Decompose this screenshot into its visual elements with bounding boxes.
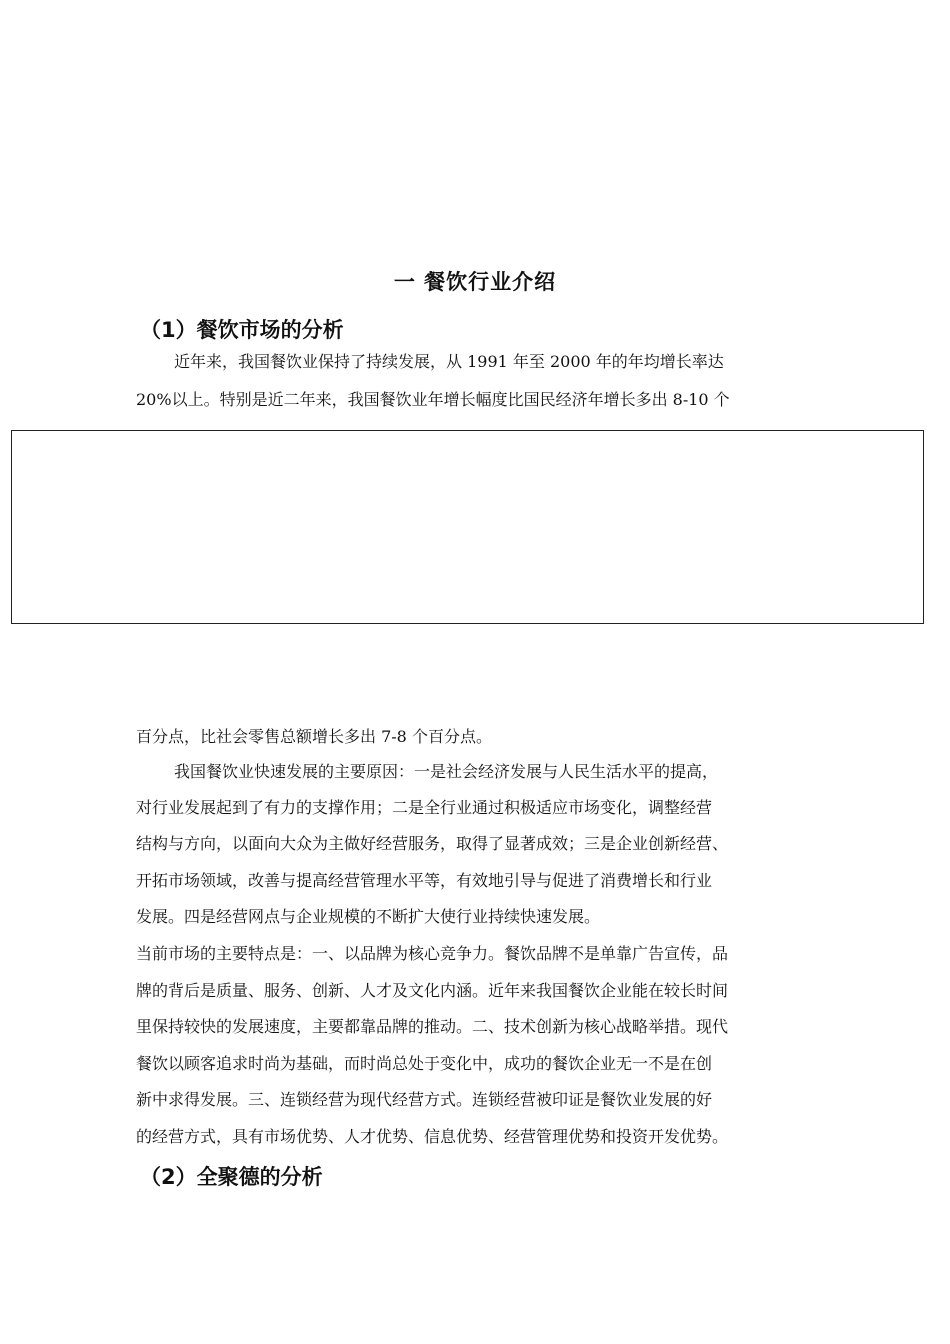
paragraph-line: 牌的背后是质量、服务、创新、人才及文化内涵。近年来我国餐饮企业能在较长时间 bbox=[136, 981, 729, 1000]
paragraph-line: 近年来，我国餐饮业保持了持续发展，从 1991 年至 2000 年的年均增长率达 bbox=[174, 352, 724, 371]
empty-text-box bbox=[11, 430, 924, 624]
paragraph-line: 百分点，比社会零售总额增长多出 7-8 个百分点。 bbox=[136, 727, 492, 746]
paragraph-line: 对行业发展起到了有力的支撑作用；二是全行业通过积极适应市场变化，调整经营 bbox=[136, 798, 713, 817]
paragraph-line: 里保持较快的发展速度，主要都靠品牌的推动。二、技术创新为核心战略举措。现代 bbox=[136, 1017, 729, 1036]
section-heading-market-analysis: （1）餐饮市场的分析 bbox=[140, 318, 344, 342]
paragraph-line: 结构与方向，以面向大众为主做好经营服务，取得了显著成效；三是企业创新经营、 bbox=[136, 834, 729, 853]
paragraph-line: 当前市场的主要特点是：一、以品牌为核心竞争力。餐饮品牌不是单靠广告宣传，品 bbox=[136, 944, 729, 963]
paragraph-line: 20%以上。特别是近二年来，我国餐饮业年增长幅度比国民经济年增长多出 8-10 个 bbox=[136, 390, 730, 409]
paragraph-line: 的经营方式，具有市场优势、人才优势、信息优势、经营管理优势和投资开发优势。 bbox=[136, 1127, 729, 1146]
section-heading-quanjude-analysis: （2）全聚德的分析 bbox=[140, 1165, 323, 1189]
paragraph-line: 发展。四是经营网点与企业规模的不断扩大使行业持续快速发展。 bbox=[136, 907, 601, 926]
chapter-title: 一 餐饮行业介绍 bbox=[393, 270, 557, 294]
paragraph-line: 餐饮以顾客追求时尚为基础，而时尚总处于变化中，成功的餐饮企业无一不是在创 bbox=[136, 1054, 713, 1073]
paragraph-line: 新中求得发展。三、连锁经营为现代经营方式。连锁经营被印证是餐饮业发展的好 bbox=[136, 1090, 713, 1109]
paragraph-line: 我国餐饮业快速发展的主要原因：一是社会经济发展与人民生活水平的提高， bbox=[174, 762, 719, 781]
paragraph-line: 开拓市场领域，改善与提高经营管理水平等，有效地引导与促进了消费增长和行业 bbox=[136, 871, 713, 890]
